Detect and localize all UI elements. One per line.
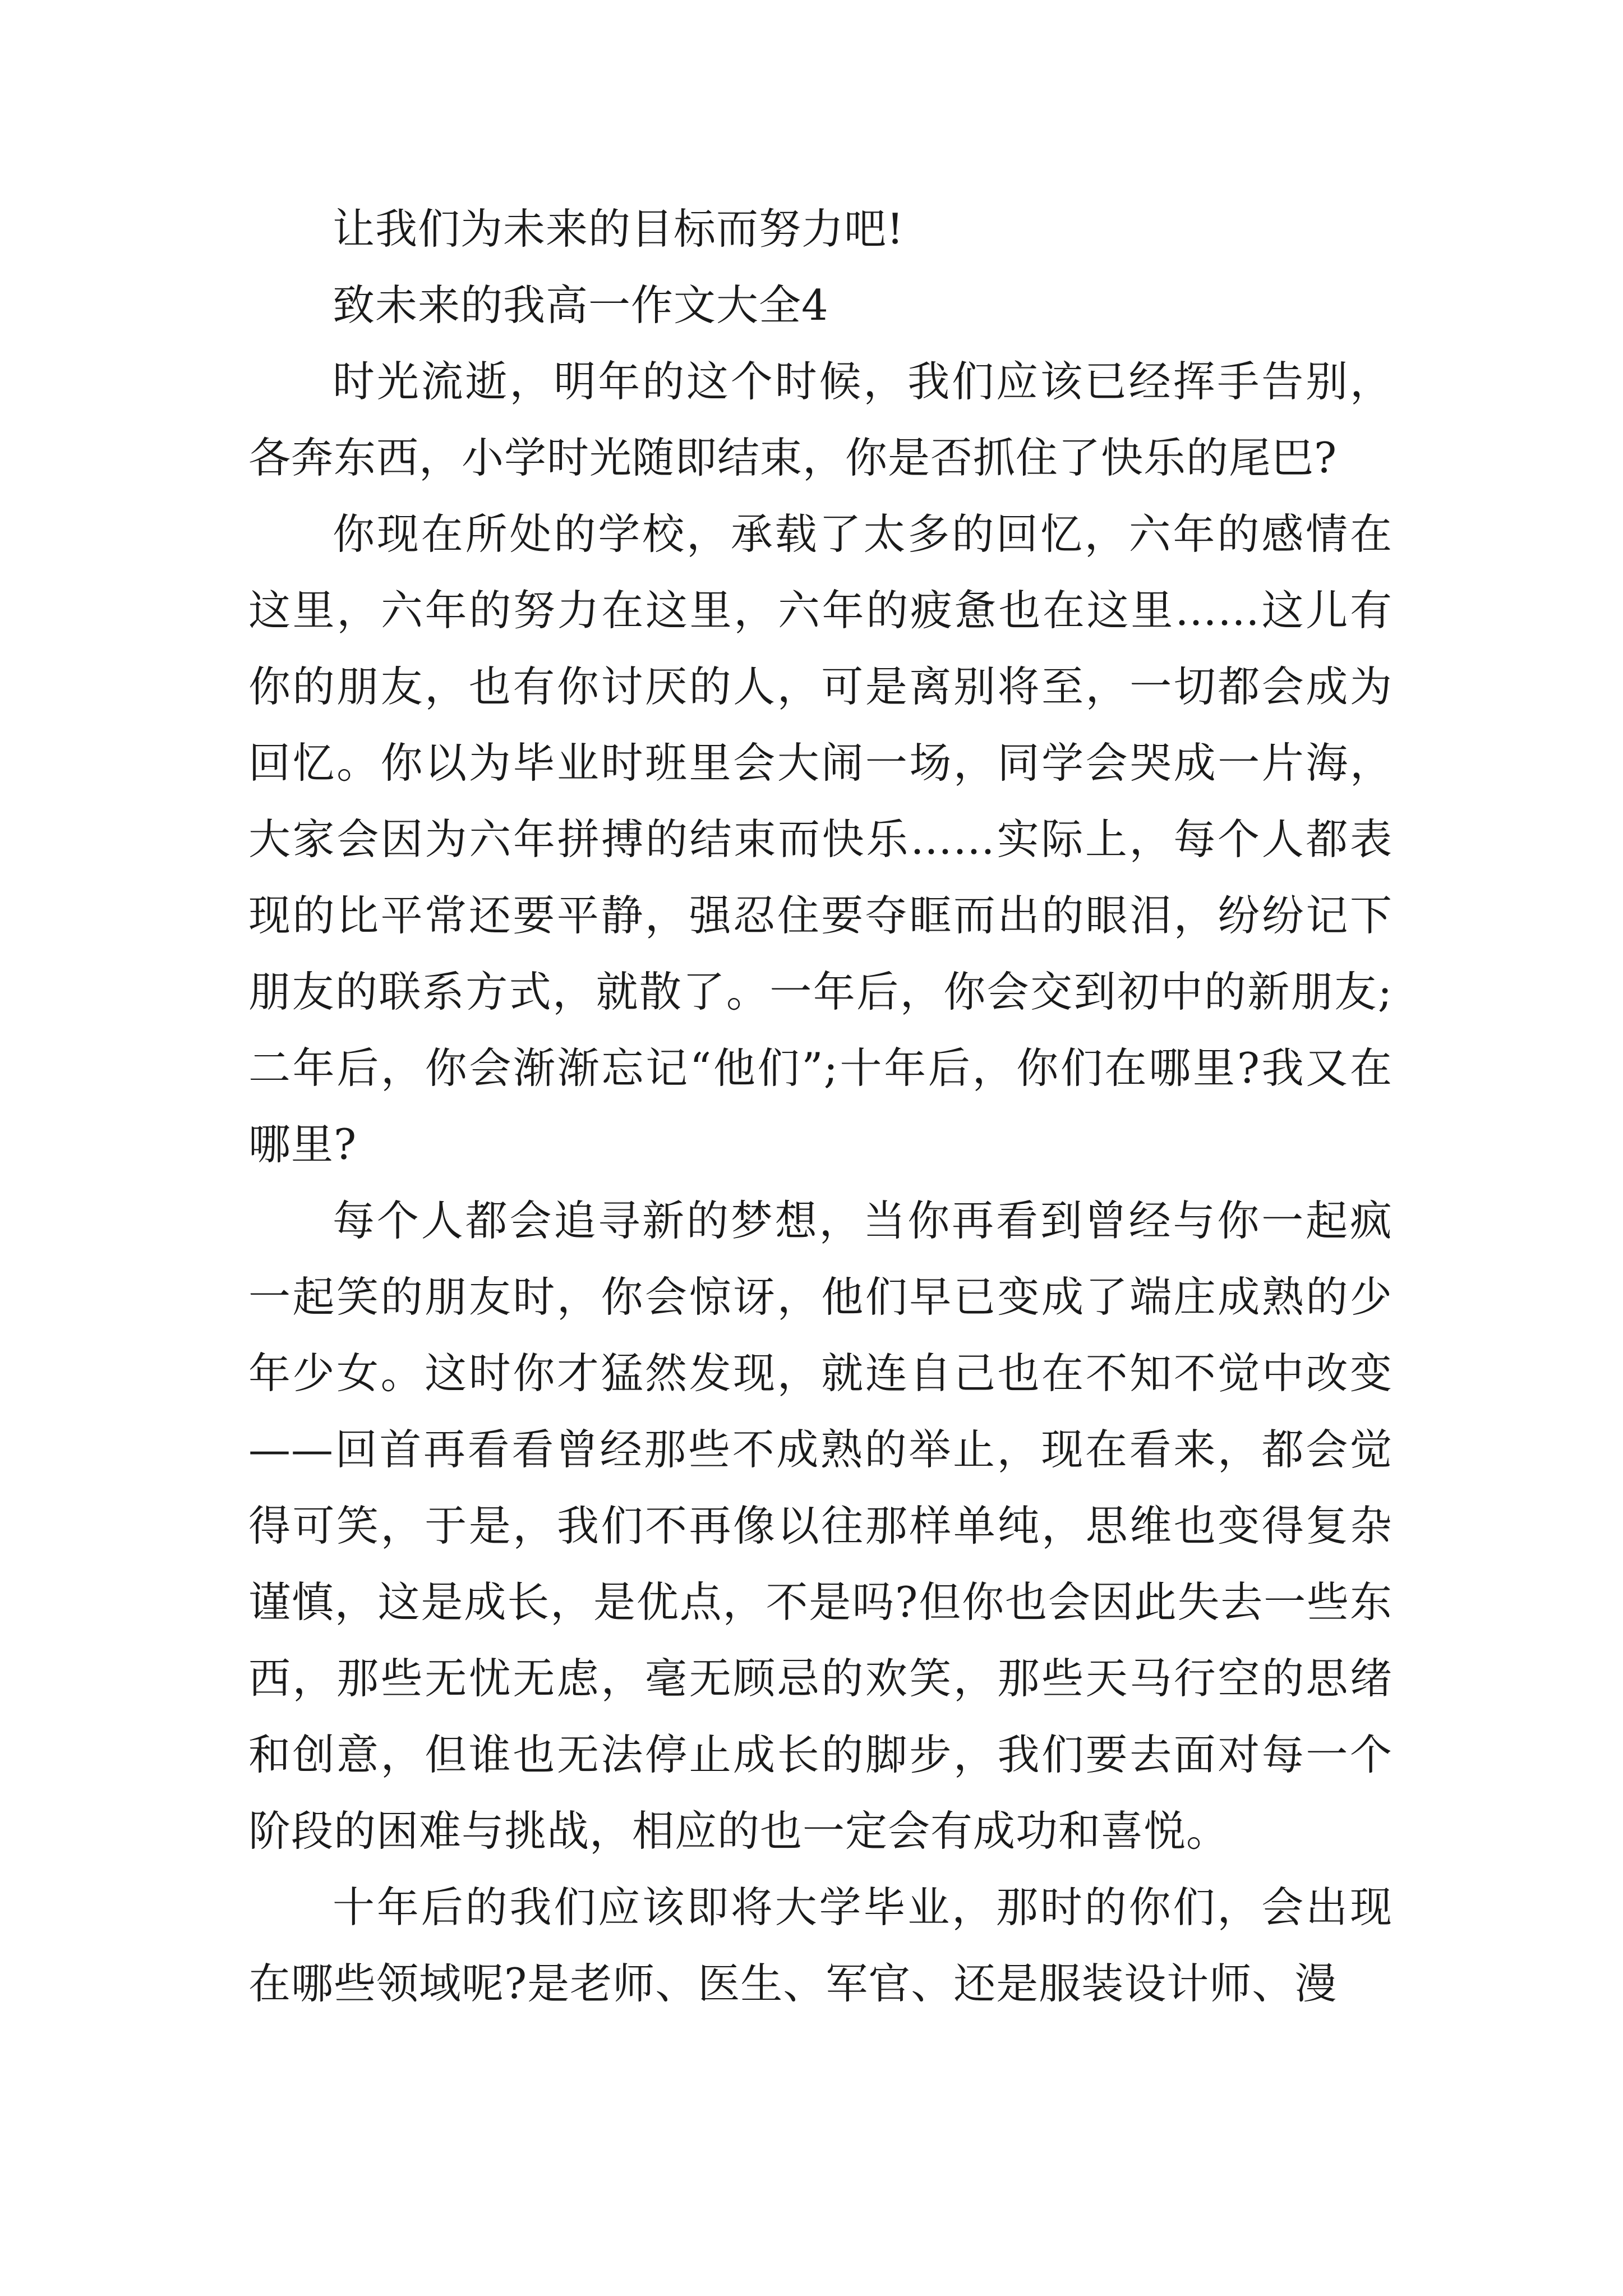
paragraph-intro: 时光流逝，明年的这个时候，我们应该已经挥手告别，各奔东西，小学时光随即结束，你是否抓住了快乐的尾巴? [248,357,1393,482]
document-body [248,191,1393,2022]
paragraph-growing-up: 每个人都会追寻新的梦想，当你再看到曾经与你一起疯一起笑的朋友时，你会惊讶，他们早已变成了端庄成熟的少年少女。这时你才猛然发现，就连自己也在不知不觉中改变——回首再看看曾经那些不成熟的举止，现在看来，都会觉得可笑，于是，我们不再像以往那样单纯，思维也变得复杂谨慎，这是成长，是优点，不是吗?但你也会因此失去一些东西，那些无忧无虑，毫无顾忌的欢笑，那些天马行空的思绪和创意，但谁也无法停止成长的脚步，我们要去面对每一个阶段的困难与挑战，相应的也一定会有成功和喜悦。 [248,1196,1393,1856]
paragraph-ten-years-later: 十年后的我们应该即将大学毕业，那时的你们，会出现在哪些领域呢?是老师、医生、军官、还是服装设计师、漫 [248,1883,1393,2008]
paragraph-school-memories: 你现在所处的学校，承载了太多的回忆，六年的感情在这里，六年的努力在这里，六年的疲惫也在这里……这儿有你的朋友，也有你讨厌的人，可是离别将至，一切都会成为回忆。你以为毕业时班里会大闹一场，同学会哭成一片海，大家会因为六年拼搏的结束而快乐……实际上，每个人都表现的比平常还要平静，强忍住要夺眶而出的眼泪，纷纷记下朋友的联系方式，就散了。一年后，你会交到初中的新朋友;二年后，你会渐渐忘记“他们”;十年后，你们在哪里?我又在哪里? [248,509,1393,1169]
essay-heading: 致未来的我高一作文大全4 [333,280,829,330]
paragraph-closing-line: 让我们为未来的目标而努力吧! [333,204,905,254]
